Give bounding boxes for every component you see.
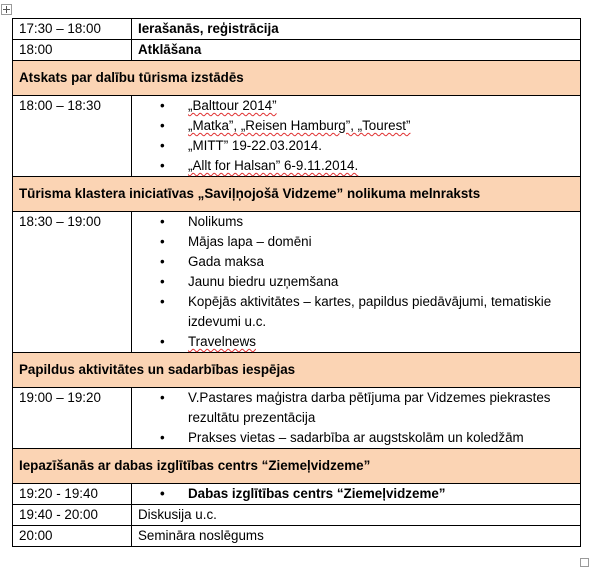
agenda-table	[12, 18, 581, 547]
bullet-list	[138, 212, 574, 352]
bullet-list-cell	[132, 388, 581, 449]
list-item: • „MITT” 19-22.03.2014.	[138, 136, 574, 156]
agenda-item: Ierašanās, reģistrācija	[132, 19, 581, 40]
list-item: • Travelnews	[138, 332, 574, 352]
list-item: • „Allt for Halsan” 6-9.11.2014.	[138, 156, 574, 176]
table-row	[13, 388, 581, 449]
time-cell: 19:40 - 20:00	[13, 505, 132, 526]
list-item: • Mājas lapa – domēni	[138, 232, 574, 252]
table-move-handle[interactable]	[1, 4, 12, 15]
section-title: Papildus aktivitātes un sadarbības iespējas	[13, 353, 581, 388]
table-row	[13, 526, 581, 547]
time-cell: 18:30 – 19:00	[13, 212, 132, 353]
list-item: • Jaunu biedru uzņemšana	[138, 272, 574, 292]
time-cell: 19:00 – 19:20	[13, 388, 132, 449]
section-header-row	[13, 449, 581, 484]
list-item: • V.Pastares maģistra darba pētījuma par Vidzemes piekrastes rezultātu prezentācija	[138, 388, 574, 428]
table-row	[13, 96, 581, 177]
bullet-list	[138, 96, 574, 176]
list-item: • „Balttour 2014”	[138, 96, 574, 116]
list-item: • Prakses vietas – sadarbība ar augstskolām un koledžām	[138, 428, 574, 448]
agenda-item: Diskusija u.c.	[132, 505, 581, 526]
section-header-row	[13, 353, 581, 388]
section-title: Iepazīšanās ar dabas izglītības centrs “Ziemeļvidzeme”	[13, 449, 581, 484]
agenda-item: Atklāšana	[132, 40, 581, 61]
bullet-list-cell	[132, 484, 581, 505]
time-cell: 19:20 - 19:40	[13, 484, 132, 505]
time-cell: 18:00	[13, 40, 132, 61]
list-item: • „Matka”, „Reisen Hamburg”, „Tourest”	[138, 116, 574, 136]
time-cell: 18:00 – 18:30	[13, 96, 132, 177]
section-header-row	[13, 177, 581, 212]
table-row	[13, 484, 581, 505]
list-item: • Dabas izglītības centrs “Ziemeļvidzeme”	[138, 484, 574, 504]
bullet-list-cell	[132, 212, 581, 353]
list-item: • Kopējās aktivitātes – kartes, papildus piedāvājumi, tematiskie izdevumi u.c.	[138, 292, 574, 332]
table-row	[13, 40, 581, 61]
table-row	[13, 212, 581, 353]
time-cell: 17:30 – 18:00	[13, 19, 132, 40]
table-resize-handle[interactable]	[580, 558, 589, 567]
time-cell: 20:00	[13, 526, 132, 547]
list-item: • Nolikums	[138, 212, 574, 232]
list-item: • Gada maksa	[138, 252, 574, 272]
bullet-list-cell	[132, 96, 581, 177]
section-title: Tūrisma klastera iniciatīvas „Saviļņojošā Vidzeme” nolikuma melnraksts	[13, 177, 581, 212]
table-row	[13, 505, 581, 526]
table-row	[13, 19, 581, 40]
agenda-item: Semināra noslēgums	[132, 526, 581, 547]
bullet-list	[138, 388, 574, 448]
bullet-list	[138, 484, 574, 504]
section-header-row	[13, 61, 581, 96]
section-title: Atskats par dalību tūrisma izstādēs	[13, 61, 581, 96]
